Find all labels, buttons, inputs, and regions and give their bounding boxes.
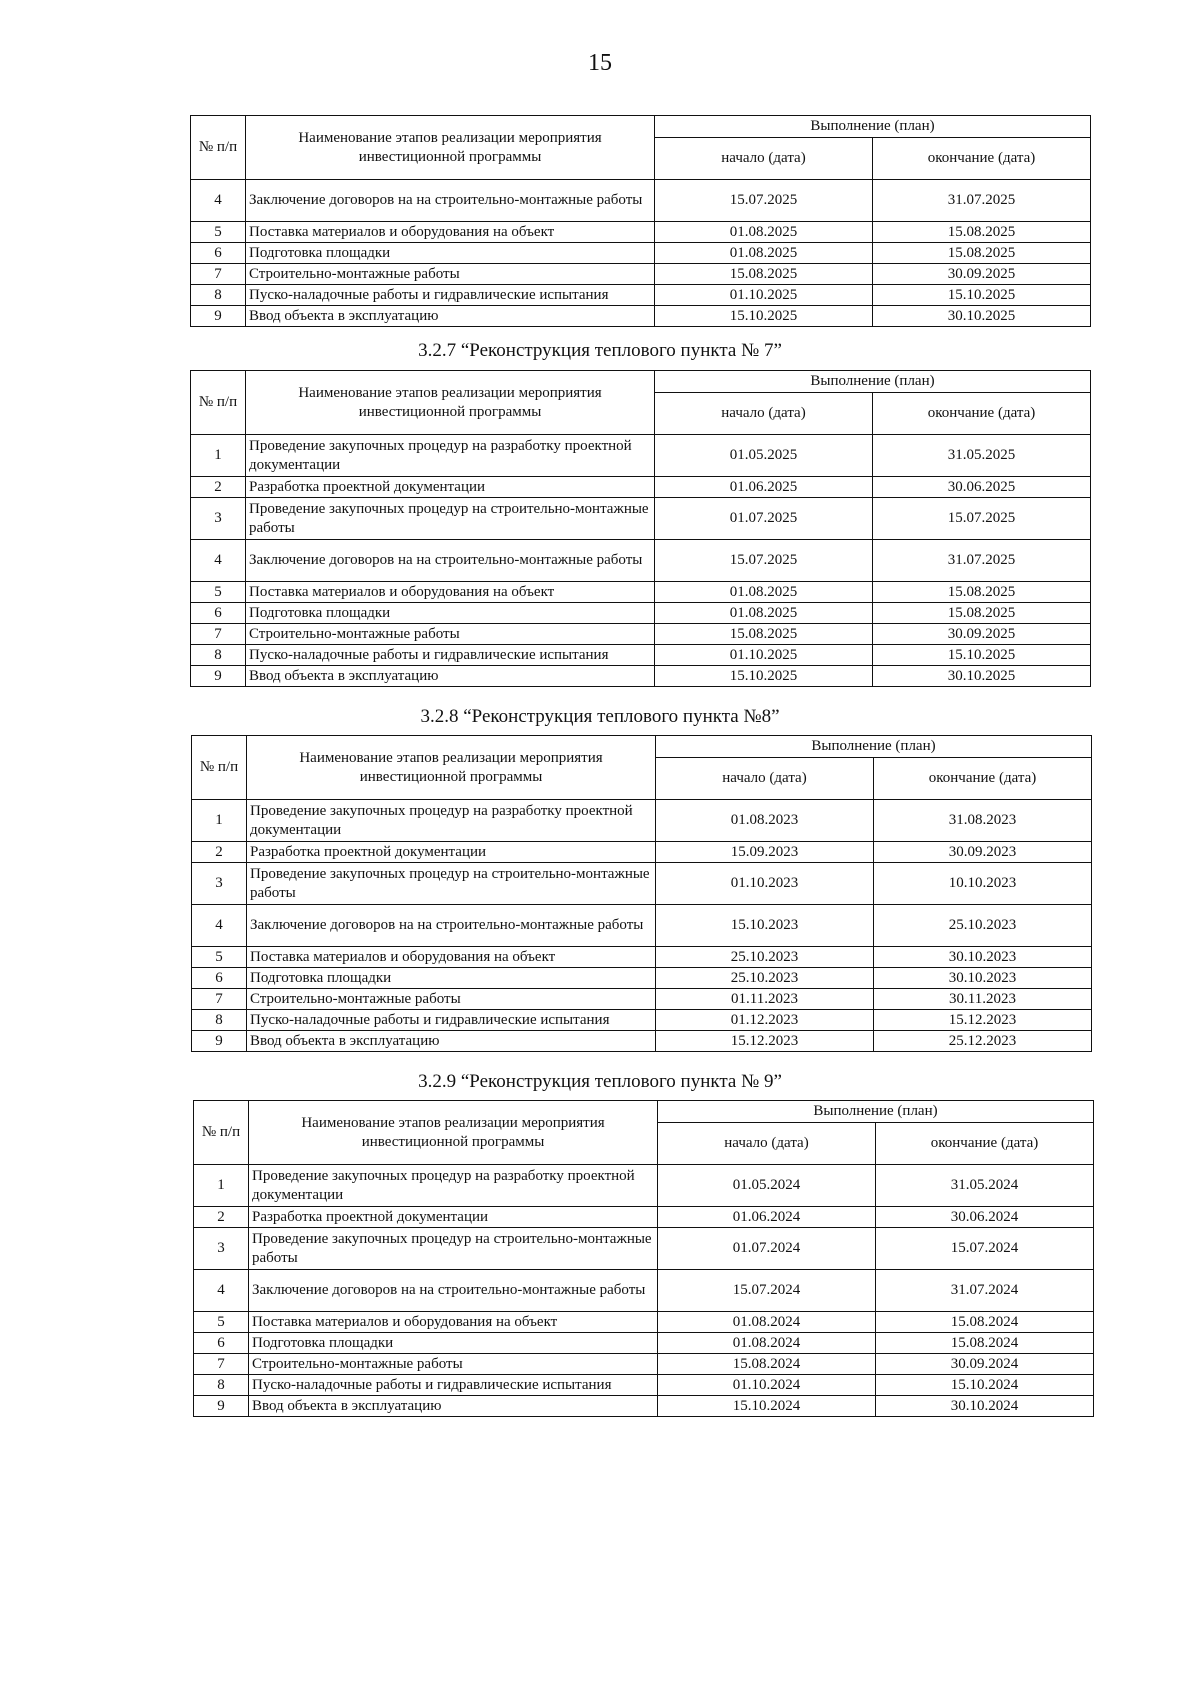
row-number: 2	[194, 1207, 249, 1228]
row-start: 01.07.2025	[655, 498, 873, 540]
row-start: 01.08.2025	[655, 243, 873, 264]
row-start: 01.08.2025	[655, 582, 873, 603]
table-row	[194, 1333, 1094, 1354]
header-num: № п/п	[192, 736, 247, 800]
table-row	[194, 1228, 1094, 1270]
row-start: 25.10.2023	[656, 947, 874, 968]
row-start: 15.08.2025	[655, 624, 873, 645]
row-start: 15.10.2025	[655, 666, 873, 687]
row-start: 15.10.2025	[655, 306, 873, 327]
row-name: Ввод объекта в эксплуатацию	[246, 306, 655, 327]
row-end: 15.07.2025	[873, 498, 1091, 540]
header-name: Наименование этапов реализации мероприятия инвестиционной программы	[249, 1101, 658, 1165]
row-number: 6	[194, 1333, 249, 1354]
table-row	[191, 540, 1091, 582]
header-start: начало (дата)	[655, 138, 873, 180]
row-name: Проведение закупочных процедур на строительно-монтажные работы	[246, 498, 655, 540]
row-start: 01.10.2024	[658, 1375, 876, 1396]
row-start: 01.08.2025	[655, 222, 873, 243]
row-number: 3	[194, 1228, 249, 1270]
row-number: 5	[194, 1312, 249, 1333]
row-name: Строительно-монтажные работы	[246, 624, 655, 645]
table-row	[191, 477, 1091, 498]
row-number: 1	[192, 800, 247, 842]
row-name: Ввод объекта в эксплуатацию	[249, 1396, 658, 1417]
table-row	[192, 1031, 1092, 1052]
row-start: 01.08.2025	[655, 603, 873, 624]
row-end: 30.11.2023	[874, 989, 1092, 1010]
row-end: 10.10.2023	[874, 863, 1092, 905]
plan-table-9	[193, 1100, 1094, 1417]
table-row	[191, 498, 1091, 540]
row-number: 7	[191, 624, 246, 645]
row-name: Проведение закупочных процедур на строительно-монтажные работы	[249, 1228, 658, 1270]
table-row	[191, 180, 1091, 222]
table-row	[192, 905, 1092, 947]
plan-table-continuation	[190, 115, 1091, 327]
row-end: 30.10.2023	[874, 968, 1092, 989]
row-end: 15.08.2025	[873, 243, 1091, 264]
row-number: 7	[192, 989, 247, 1010]
row-start: 15.08.2024	[658, 1354, 876, 1375]
header-end: окончание (дата)	[874, 758, 1092, 800]
header-num: № п/п	[191, 116, 246, 180]
row-name: Проведение закупочных процедур на разработку проектной документации	[247, 800, 656, 842]
row-name: Пуско-наладочные работы и гидравлические испытания	[246, 285, 655, 306]
row-start: 15.10.2024	[658, 1396, 876, 1417]
row-number: 9	[192, 1031, 247, 1052]
row-name: Подготовка площадки	[247, 968, 656, 989]
header-end: окончание (дата)	[873, 393, 1091, 435]
row-start: 01.08.2024	[658, 1312, 876, 1333]
row-number: 7	[191, 264, 246, 285]
row-start: 01.08.2023	[656, 800, 874, 842]
row-number: 2	[192, 842, 247, 863]
row-name: Строительно-монтажные работы	[246, 264, 655, 285]
row-start: 01.05.2024	[658, 1165, 876, 1207]
row-end: 15.10.2025	[873, 645, 1091, 666]
row-end: 15.10.2025	[873, 285, 1091, 306]
row-number: 8	[194, 1375, 249, 1396]
row-start: 01.08.2024	[658, 1333, 876, 1354]
row-end: 31.07.2025	[873, 540, 1091, 582]
row-number: 5	[191, 582, 246, 603]
row-end: 31.05.2024	[876, 1165, 1094, 1207]
table-row	[194, 1270, 1094, 1312]
row-start: 15.10.2023	[656, 905, 874, 947]
row-start: 01.10.2025	[655, 645, 873, 666]
row-end: 30.09.2025	[873, 624, 1091, 645]
row-end: 31.05.2025	[873, 435, 1091, 477]
row-end: 15.12.2023	[874, 1010, 1092, 1031]
table-row	[191, 264, 1091, 285]
row-start: 15.08.2025	[655, 264, 873, 285]
row-number: 9	[191, 306, 246, 327]
row-name: Пуско-наладочные работы и гидравлические испытания	[246, 645, 655, 666]
row-end: 30.10.2025	[873, 306, 1091, 327]
table-row	[194, 1354, 1094, 1375]
row-name: Разработка проектной документации	[247, 842, 656, 863]
header-end: окончание (дата)	[876, 1123, 1094, 1165]
row-start: 25.10.2023	[656, 968, 874, 989]
row-end: 30.10.2025	[873, 666, 1091, 687]
row-number: 9	[194, 1396, 249, 1417]
row-end: 30.09.2025	[873, 264, 1091, 285]
row-number: 8	[192, 1010, 247, 1031]
row-number: 9	[191, 666, 246, 687]
row-number: 1	[191, 435, 246, 477]
row-number: 6	[191, 603, 246, 624]
header-start: начало (дата)	[656, 758, 874, 800]
header-num: № п/п	[194, 1101, 249, 1165]
row-end: 15.08.2025	[873, 582, 1091, 603]
row-name: Поставка материалов и оборудования на объект	[246, 222, 655, 243]
page-number: 15	[588, 50, 612, 76]
row-start: 15.07.2025	[655, 540, 873, 582]
table-row	[191, 243, 1091, 264]
plan-table-8	[191, 735, 1092, 1052]
row-name: Подготовка площадки	[246, 243, 655, 264]
row-number: 6	[192, 968, 247, 989]
row-name: Проведение закупочных процедур на разработку проектной документации	[246, 435, 655, 477]
row-end: 30.09.2023	[874, 842, 1092, 863]
row-start: 15.07.2025	[655, 180, 873, 222]
table-row	[191, 582, 1091, 603]
row-number: 4	[194, 1270, 249, 1312]
row-name: Проведение закупочных процедур на строительно-монтажные работы	[247, 863, 656, 905]
row-name: Строительно-монтажные работы	[249, 1354, 658, 1375]
row-number: 8	[191, 645, 246, 666]
row-end: 30.10.2024	[876, 1396, 1094, 1417]
row-name: Заключение договоров на на строительно-монтажные работы	[246, 540, 655, 582]
header-execution: Выполнение (план)	[655, 371, 1091, 393]
row-end: 15.07.2024	[876, 1228, 1094, 1270]
row-number: 5	[191, 222, 246, 243]
row-end: 25.12.2023	[874, 1031, 1092, 1052]
row-start: 01.12.2023	[656, 1010, 874, 1031]
header-name: Наименование этапов реализации мероприятия инвестиционной программы	[246, 371, 655, 435]
header-start: начало (дата)	[658, 1123, 876, 1165]
row-number: 1	[194, 1165, 249, 1207]
table-row	[194, 1312, 1094, 1333]
row-name: Поставка материалов и оборудования на объект	[247, 947, 656, 968]
row-number: 4	[191, 540, 246, 582]
row-start: 01.10.2023	[656, 863, 874, 905]
row-end: 31.08.2023	[874, 800, 1092, 842]
row-number: 3	[191, 498, 246, 540]
header-name: Наименование этапов реализации мероприятия инвестиционной программы	[247, 736, 656, 800]
row-number: 2	[191, 477, 246, 498]
row-end: 30.09.2024	[876, 1354, 1094, 1375]
row-name: Поставка материалов и оборудования на объект	[246, 582, 655, 603]
header-num: № п/п	[191, 371, 246, 435]
table-row	[192, 842, 1092, 863]
plan-table-7	[190, 370, 1091, 687]
table-row	[191, 285, 1091, 306]
table-row	[192, 863, 1092, 905]
row-name: Строительно-монтажные работы	[247, 989, 656, 1010]
table-row	[194, 1396, 1094, 1417]
section-title-7: 3.2.7 “Реконструкция теплового пункта № 7”	[418, 340, 782, 361]
row-end: 31.07.2024	[876, 1270, 1094, 1312]
row-name: Разработка проектной документации	[249, 1207, 658, 1228]
header-name: Наименование этапов реализации мероприятия инвестиционной программы	[246, 116, 655, 180]
row-number: 4	[192, 905, 247, 947]
row-end: 15.10.2024	[876, 1375, 1094, 1396]
table-row	[194, 1165, 1094, 1207]
section-title-8: 3.2.8 “Реконструкция теплового пункта №8”	[420, 706, 780, 727]
row-end: 15.08.2025	[873, 222, 1091, 243]
row-name: Проведение закупочных процедур на разработку проектной документации	[249, 1165, 658, 1207]
table-row	[191, 603, 1091, 624]
row-end: 30.06.2025	[873, 477, 1091, 498]
row-name: Подготовка площадки	[246, 603, 655, 624]
header-execution: Выполнение (план)	[658, 1101, 1094, 1123]
row-start: 01.07.2024	[658, 1228, 876, 1270]
row-number: 5	[192, 947, 247, 968]
row-name: Пуско-наладочные работы и гидравлические испытания	[249, 1375, 658, 1396]
header-start: начало (дата)	[655, 393, 873, 435]
row-start: 01.10.2025	[655, 285, 873, 306]
table-row	[192, 968, 1092, 989]
row-start: 01.11.2023	[656, 989, 874, 1010]
table-row	[191, 645, 1091, 666]
row-name: Поставка материалов и оборудования на объект	[249, 1312, 658, 1333]
table-row	[194, 1207, 1094, 1228]
table-row	[192, 800, 1092, 842]
table-row	[191, 624, 1091, 645]
row-start: 15.12.2023	[656, 1031, 874, 1052]
row-name: Заключение договоров на на строительно-монтажные работы	[247, 905, 656, 947]
row-start: 01.06.2025	[655, 477, 873, 498]
header-end: окончание (дата)	[873, 138, 1091, 180]
table-row	[194, 1375, 1094, 1396]
header-execution: Выполнение (план)	[655, 116, 1091, 138]
table-row	[191, 666, 1091, 687]
row-end: 31.07.2025	[873, 180, 1091, 222]
row-end: 30.10.2023	[874, 947, 1092, 968]
row-end: 15.08.2024	[876, 1312, 1094, 1333]
row-number: 7	[194, 1354, 249, 1375]
table-row	[191, 435, 1091, 477]
row-end: 30.06.2024	[876, 1207, 1094, 1228]
table-row	[191, 222, 1091, 243]
section-title-9: 3.2.9 “Реконструкция теплового пункта № 9”	[418, 1071, 782, 1092]
row-start: 15.09.2023	[656, 842, 874, 863]
row-end: 15.08.2025	[873, 603, 1091, 624]
row-name: Подготовка площадки	[249, 1333, 658, 1354]
table-row	[192, 989, 1092, 1010]
row-name: Заключение договоров на на строительно-монтажные работы	[246, 180, 655, 222]
row-name: Пуско-наладочные работы и гидравлические испытания	[247, 1010, 656, 1031]
header-execution: Выполнение (план)	[656, 736, 1092, 758]
row-start: 01.05.2025	[655, 435, 873, 477]
row-name: Ввод объекта в эксплуатацию	[247, 1031, 656, 1052]
row-name: Ввод объекта в эксплуатацию	[246, 666, 655, 687]
row-end: 15.08.2024	[876, 1333, 1094, 1354]
row-end: 25.10.2023	[874, 905, 1092, 947]
row-number: 3	[192, 863, 247, 905]
table-row	[192, 1010, 1092, 1031]
row-name: Разработка проектной документации	[246, 477, 655, 498]
row-number: 6	[191, 243, 246, 264]
row-start: 01.06.2024	[658, 1207, 876, 1228]
row-number: 8	[191, 285, 246, 306]
row-name: Заключение договоров на на строительно-монтажные работы	[249, 1270, 658, 1312]
table-row	[191, 306, 1091, 327]
row-number: 4	[191, 180, 246, 222]
row-start: 15.07.2024	[658, 1270, 876, 1312]
table-row	[192, 947, 1092, 968]
